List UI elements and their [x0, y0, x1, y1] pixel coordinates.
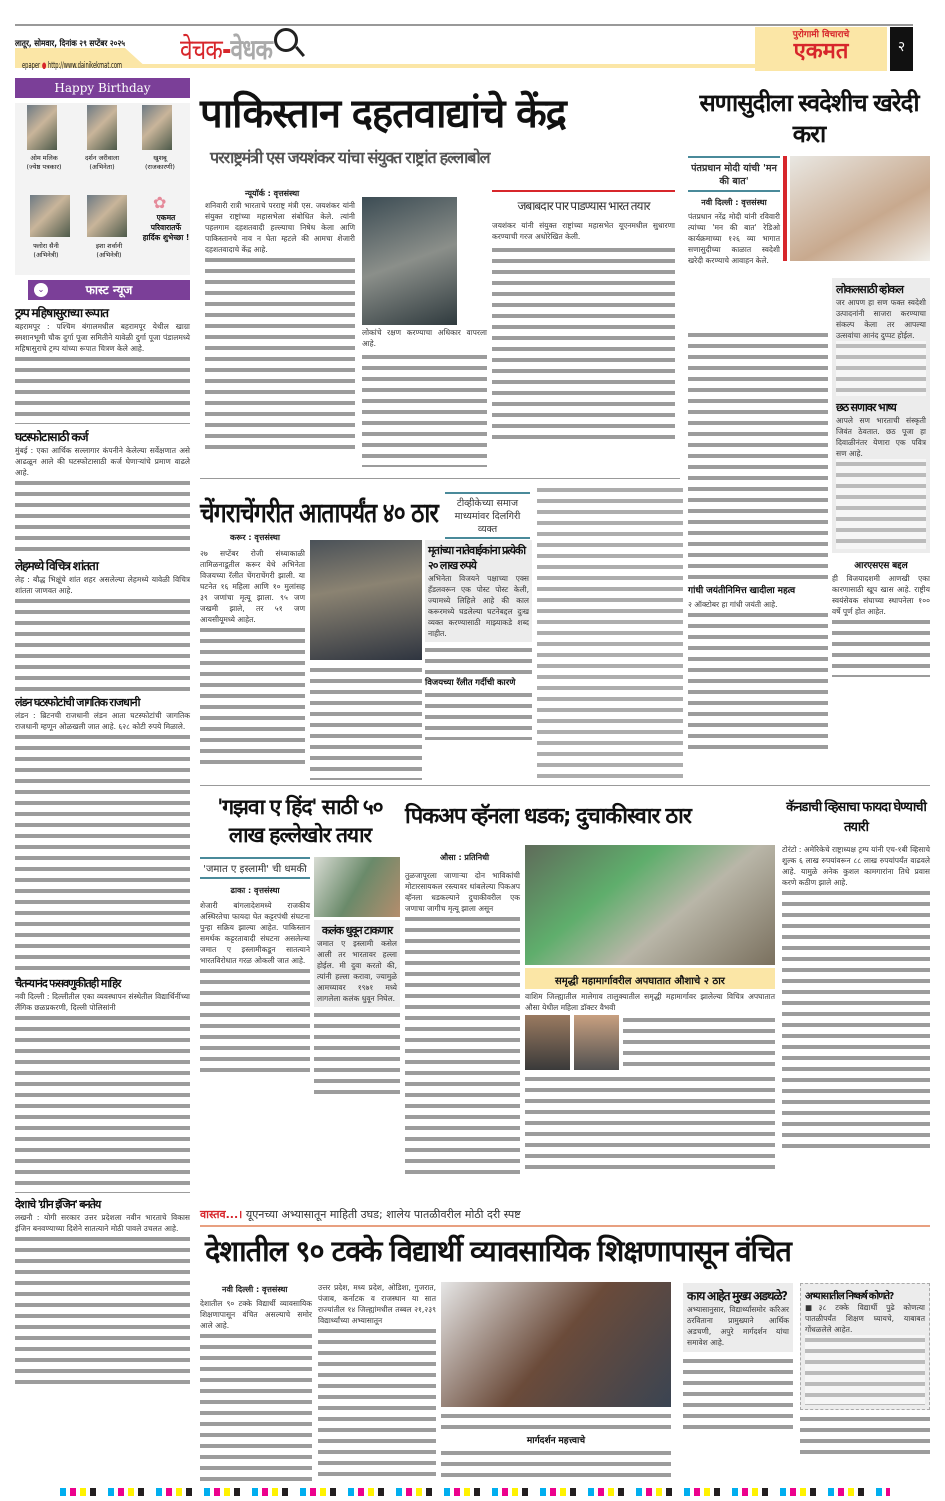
obstacles-box: काय आहेत मुख्य अडथळे? अभ्यासानुसार, विद्यार्थ्यांसमोर करिअर ठरविताना प्रामुख्याने आर्थिक अडचणी, अपुरे मार्गदर्शन यांचा समावेश आहे. [683, 1283, 793, 1352]
news-item: देशाचे 'ग्रीन इंजिन' बनतेय लखनौ : योगी सरकार उत्तर प्रदेशला नवीन भारताचे विकास इंजिन बनवण्याच्या दिशेने सातत्याने मोठी पावले उचलत आहे. [15, 1197, 190, 1384]
lead-body: शनिवारी रात्री भारताचे परराष्ट्र मंत्री एस. जयशंकर यांनी संयुक्त राष्ट्रांच्या महासभेला संबोधित केले. त्यांनी पहलगाम दहशतवादी हल्ल्याचा निषेध केला आणि पाकिस्तानचे नाव न घेता म्हटले की आमचा शेजारी दहशतवादाचे केंद्र आहे. [205, 201, 355, 254]
rally-photo [314, 857, 400, 917]
pickup-headline: पिकअप व्हॅनला धडक; दुचाकीस्वार ठार [405, 804, 691, 829]
jaishankar-photo [362, 197, 457, 325]
gazwa-headline: 'गझवा ए हिंद' साठी ५० लाख हल्लेखोर तयार [217, 795, 383, 847]
epaper-icon: ● [41, 61, 47, 71]
rss-heading: आरएसएस बद्दल [854, 561, 908, 571]
modi-byline: नवी दिल्ली : वृत्तसंस्था [701, 198, 767, 207]
birthday-title: Happy Birthday [15, 78, 190, 98]
dateline: लातूर, सोमवार, दिनांक २९ सप्टेंबर २०२५ [15, 39, 126, 49]
victim-photo [574, 1015, 619, 1070]
classroom-photo [441, 1282, 671, 1407]
epaper-url[interactable]: http://www.dainikekmat.com [47, 61, 123, 71]
accident-photo [525, 845, 775, 965]
person-photo [30, 195, 70, 237]
brand-logo: पुरोगामी विचाराचे एकमत [755, 27, 887, 71]
person-photo [87, 105, 117, 150]
education-byline: नवी दिल्ली : वृत्तसंस्था [222, 1285, 288, 1294]
modi-headline: सणासुदीला स्वदेशीच खरेदी करा [699, 89, 919, 148]
victim-photo [525, 1015, 570, 1070]
compensation-box: मृतांच्या नातेवाईकांना प्रत्येकी २० लाख रुपये अभिनेता विजयने पक्षाच्या एक्स हँडलवरून एक पोस्ट पोस्ट केली, ज्यामध्ये लिहिले आहे की काल करूरमध्ये घडलेल्या घटनेबद्दल दुःख व्यक्त करण्यासाठी माझ्याकडे शब्द नाहीत. [425, 540, 532, 642]
stampede-byline: करूर : वृत्तसंस्था [230, 533, 280, 542]
person-photo [87, 195, 127, 237]
stampede-sub: टीव्हीकेच्या समाज माध्यमांवर दिलगिरी व्यक्त [454, 498, 521, 535]
news-item: चैतन्यानंद फसवणुकीतही माहिर नवी दिल्ली : दिल्लीतील एका व्यवस्थापन संस्थेतील विद्यार्थिनींच्या लैंगिक छळप्रकरणी, दिल्ली पोलिसांनी [15, 976, 190, 1193]
lead-headline: पाकिस्तान दहतवाद्यांचे केंद्र [200, 91, 566, 137]
accident-caption-bar: समृद्धी महामार्गावरील अपघातात औशाचे २ ठार [525, 968, 775, 989]
sidebar-title: जबाबदार पार पाडण्यास भारत तयार [517, 199, 650, 213]
reality-strip: वास्तव...। यूएनच्या अभ्यासातून माहिती उघड; शालेय पातळीवरील मोठी दरी स्पष्ट [200, 1207, 930, 1227]
gazwa-kicker: 'जमात ए इस्लामी' ची धमकी [203, 864, 307, 875]
stampede-photo [310, 540, 422, 660]
fast-news-list [15, 304, 190, 1384]
person-photo [27, 105, 57, 150]
chevron-down-icon: ⌄ [34, 283, 48, 297]
magnifier-icon [274, 28, 298, 52]
epaper-link[interactable] [22, 61, 122, 71]
epaper-label: epaper [22, 61, 41, 71]
lead-subheadline: परराष्ट्रमंत्री एस जयशंकर यांचा संयुक्त राष्ट्रांत हल्लाबोल [210, 148, 490, 167]
modi-subheading: गांधी जयंतीनिमित्त खादीला महत्व [688, 586, 796, 596]
flower-icon: ✿ [153, 193, 167, 212]
education-headline: देशातील ९० टक्के विद्यार्थी व्यावसायिक शिक्षणापासून वंचित [205, 1234, 791, 1268]
lead-byline: न्यूयॉर्क : वृत्तसंस्था [245, 189, 300, 198]
education-photo-caption: मार्गदर्शन महत्त्वाचे [526, 1436, 586, 1446]
birthday-grid: ओम मलिक (ज्येष्ठ पत्रकार) दर्शन जरीवाला (अभिनेता) खुशबू (राजकारणी) ✿ फ्लोरा सैनी (अभिनेत्री) इशा शर्वानी (अभिनेत्री) एकमत परिवारातर्फे हार्दिक शुभेच्छा ! [15, 103, 190, 275]
gazwa-byline: ढाका : वृत्तसंस्था [230, 886, 280, 895]
news-item: ट्रम्प महिषासुराच्या रूपात बहरामपूर : पश्चिम बंगालमधील बहरामपूर येथील खाग्रा स्मशानभूमी चौक दुर्गा पूजा समितीने यावेळी दुर्गा पूजा पंडालमध्ये महिषासुराचे ट्रम्प यांच्या रूपात चित्रण केले आहे. [15, 304, 190, 424]
news-item: घटस्फोटासाठी कर्ज मुंबई : एका आर्थिक सल्लागार कंपनीने केलेल्या सर्वेक्षणात असे आढळून आले की घटस्फोटासाठी कर्ज घेणाऱ्यांचे प्रमाण वाढले आहे. [15, 428, 190, 553]
news-item: लंडन घटस्फोटांची जागतिक राजधानी लंडन : ब्रिटनची राजधानी लंडन आता घटस्फोटांची जागतिक राजधानी म्हणून ओळखली जात आहे. ६२८ कोटी रुपये मिळाले. [15, 695, 190, 972]
stigma-box: कलंक धुवून टाकणार जमात ए इस्लामी कसेल आली तर भारतावर हल्ला होईल. मी दुवा करतो की, त्यांनी हल्ला करावा, ज्यामुळे आमच्यावर १९७१ मध्ये लागलेला कलंक धुवून निघेल. [314, 920, 400, 1007]
page-number: २ [890, 27, 913, 71]
modi-kicker: पंतप्रधान मोदी यांची 'मन की बात' [691, 163, 777, 187]
sidebar-body: जयशंकर यांनी संयुक्त राष्ट्रांच्या महासभेत यूएनमधील सुधारणा करण्याची गरज अधोरेखित केली. [492, 221, 675, 241]
section-logo: वेचक-वेधक [180, 33, 273, 66]
modi-photo [790, 156, 930, 261]
fast-news-title: ⌄ फास्ट न्यूज [28, 280, 190, 300]
stampede-headline: चेंगराचेंगरीत आतापर्यंत ४० ठार [200, 498, 439, 529]
birthday-wish: एकमत परिवारातर्फे हार्दिक शुभेच्छा ! [142, 213, 190, 242]
person-photo [142, 105, 172, 150]
modi-sidebar: लोकलसाठी व्होकल जर आपण हा सण फक्त स्वदेशी उत्पादनांनी साजरा करण्याचा संकल्प केला तर आपल्या उत्सवांचा आनंद दुप्पट होईल. छठ सणावर भाष्य आपले सण भारताची संस्कृती जिवंत ठेवतात. छठ पूजा हा दिवाळीनंतर येणारा एक पवित्र सण आहे. [832, 278, 930, 553]
pickup-byline: औसा : प्रतिनिधी [440, 853, 490, 862]
lead-photo-caption: लोकांचे रक्षण करण्याचा अधिकार वापरला आहे. [362, 328, 487, 348]
findings-box: अभ्यासातील निष्कर्ष कोणते? ■३८ टक्के विद्यार्थी पुढे कोणत्या पातळीपर्यंत शिक्षण घ्यायचे, याबाबत गोंधळलेले आहेत. [800, 1283, 930, 1410]
color-registration-marks [60, 1488, 890, 1496]
canada-headline: कॅनडाची व्हिसाचा फायदा घेण्याची तयारी [786, 800, 926, 835]
news-item: लेहमध्ये विचित्र शांतता लेह : बौद्ध भिक्षूंचे शांत शहर असलेल्या लेहमध्ये यावेळी विचित्र शांतता जाणवत आहे. [15, 557, 190, 691]
